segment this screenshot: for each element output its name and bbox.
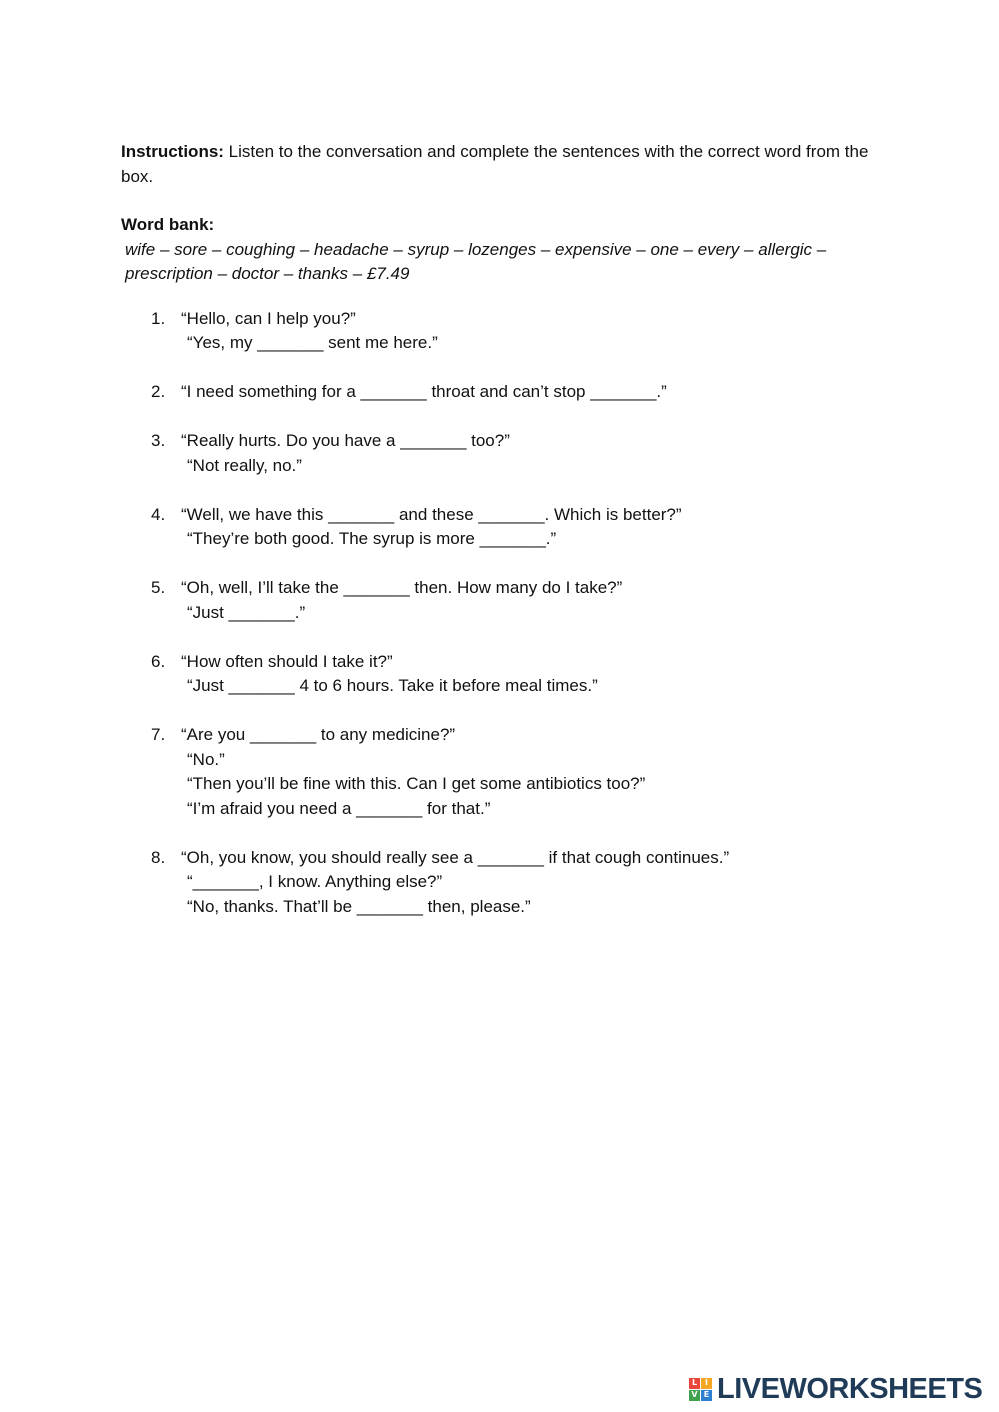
dialogue-line: “Really hurts. Do you have a _______ too?” [181, 431, 510, 450]
question-item-8 [121, 846, 881, 920]
dialogue-line: “Oh, you know, you should really see a _______ if that cough continues.” [181, 847, 730, 867]
dialogue-line: “I need something for a _______ throat and can’t stop _______.” [181, 382, 667, 401]
dialogue-line: “I’m afraid you need a _______ for that.” [187, 798, 491, 818]
question-number: 1. [151, 308, 166, 328]
question-item-6 [121, 650, 881, 699]
instructions [121, 140, 881, 189]
question-number: 6. [151, 651, 166, 671]
dialogue-line: “Then you’ll be fine with this. Can I get some antibiotics too?” [187, 774, 646, 793]
logo-icon [689, 1378, 712, 1401]
question-number: 2. [151, 382, 166, 401]
question-item-4 [121, 503, 881, 552]
dialogue-line: “Well, we have this _______ and these _______. Which is better?” [181, 504, 682, 524]
worksheet [121, 140, 881, 944]
instructions-text: Listen to the conversation and complete the sentences with the correct word from the box. [121, 142, 869, 186]
instructions-label: Instructions: [121, 142, 224, 161]
logo-letter-e: E [701, 1390, 712, 1401]
dialogue-line: “Yes, my _______ sent me here.” [187, 333, 438, 352]
dialogue-line: “Not really, no.” [187, 455, 302, 475]
question-item-7 [121, 723, 881, 821]
dialogue-line: “Just _______ 4 to 6 hours. Take it before meal times.” [187, 676, 598, 695]
dialogue-line: “Are you _______ to any medicine?” [181, 725, 456, 744]
question-list [121, 307, 881, 920]
question-number: 4. [151, 504, 166, 524]
logo-letter-v: V [689, 1390, 700, 1401]
logo-letter-i: I [701, 1378, 712, 1389]
dialogue-line: “No.” [187, 749, 225, 769]
dialogue-line: “Oh, well, I’ll take the _______ then. How many do I take?” [181, 578, 623, 597]
question-number: 8. [151, 847, 166, 867]
question-item-1 [121, 307, 881, 356]
question-item-5 [121, 576, 881, 625]
logo-letter-l: L [689, 1378, 700, 1389]
dialogue-line: “No, thanks. That’ll be _______ then, please.” [187, 896, 531, 916]
dialogue-line: “Hello, can I help you?” [181, 308, 356, 328]
question-number: 3. [151, 431, 166, 450]
word-bank-title: Word bank: [121, 215, 215, 234]
question-number: 7. [151, 725, 166, 744]
dialogue-line: “_______, I know. Anything else?” [187, 872, 443, 891]
question-item-3 [121, 429, 881, 478]
liveworksheets-logo [689, 1374, 982, 1404]
word-bank-words: wife – sore – coughing – headache – syrup – lozenges – expensive – one – every – allergic – prescription – doctor – thanks – £7.49 [125, 239, 827, 283]
dialogue-line: “They’re both good. The syrup is more _______.” [187, 529, 557, 548]
dialogue-line: “How often should I take it?” [181, 651, 393, 671]
logo-text: LIVEWORKSHEETS [717, 1373, 983, 1405]
dialogue-line: “Just _______.” [187, 602, 306, 622]
question-number: 5. [151, 578, 166, 597]
question-item-2 [121, 380, 881, 405]
